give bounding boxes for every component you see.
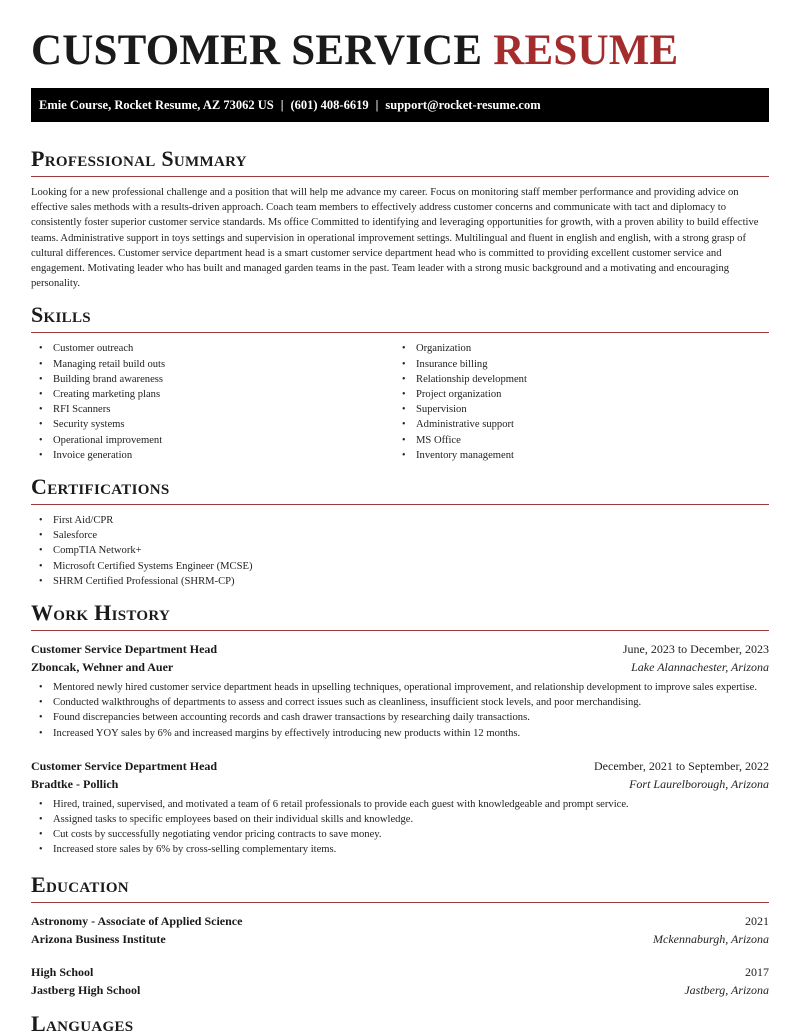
- section-heading: Skills: [31, 302, 769, 333]
- job-header-row: [31, 640, 769, 658]
- contact-phone: (601) 408-6619: [290, 98, 369, 112]
- summary-text: Looking for a new professional challenge and a position that will help me advance my career. Focus on monitoring staff member performance and providing advice on effective sales methods with a results-driven approach. Coach team members to effectively address customer concerns and communicate with tact and diplomacy to consistently foster superior customer service standards. Ms office Committed to identifying and leveraging opportunities for growth, with a proven ability to build effective teams. Administrative support in toys settings and supervision in operational improvement settings. Multilingual and fluent in english and english, with a strong grasp of cultural differences. Customer service department head is a smart customer service department head who is committed to providing excellent customer service and engagement. Motivating leader who has built and managed garden teams in the past. Team leader with a strong music background and a motivating and encouraging personality.: [31, 187, 759, 290]
- section-heading: Languages: [31, 1011, 769, 1035]
- job-title: Customer Service Department Head: [31, 758, 218, 773]
- education-year: 2021: [745, 913, 769, 928]
- education-school-row: [31, 981, 769, 999]
- job-title: Customer Service Department Head: [31, 642, 218, 657]
- resume-title: [31, 0, 769, 75]
- skill-item: • Inventory management: [394, 448, 757, 463]
- title-main: CUSTOMER SERVICE: [31, 27, 483, 74]
- skill-item: • Customer outreach: [31, 341, 394, 356]
- job-company-row: [31, 775, 769, 793]
- skill-item: • Security systems: [31, 417, 394, 432]
- skill-item: • Operational improvement: [31, 433, 394, 448]
- skill-item: • Relationship development: [394, 372, 757, 387]
- job-dates: June, 2023 to December, 2023: [622, 642, 769, 657]
- education-school-row: [31, 930, 769, 948]
- education-location: Mckennaburgh, Arizona: [653, 931, 769, 946]
- skills-list-left: [31, 341, 394, 463]
- job-duty-item: • Hired, trained, supervised, and motivated a team of 6 retail professionals to provide each guest with knowledgeable and prompt service.: [31, 797, 769, 812]
- contact-bar: [31, 88, 769, 122]
- skills-columns: [31, 341, 769, 463]
- skill-item: • Insurance billing: [394, 357, 757, 372]
- education-section: [31, 872, 769, 999]
- skill-item: • Managing retail build outs: [31, 357, 394, 372]
- job-location: Fort Laurelborough, Arizona: [629, 776, 769, 791]
- skill-item: • Project organization: [394, 387, 757, 402]
- job-duty-item: • Assigned tasks to specific employees based on their individual skills and knowledge.: [31, 812, 769, 827]
- job-duties-list: [31, 680, 769, 741]
- certification-item: • Salesforce: [31, 528, 769, 543]
- section-heading: Work History: [31, 600, 769, 631]
- contact-separator: |: [280, 98, 284, 112]
- skill-item: • MS Office: [394, 433, 757, 448]
- job-location: Lake Alannachester, Arizona: [631, 660, 769, 675]
- certification-item: • First Aid/CPR: [31, 513, 769, 528]
- certification-item: • SHRM Certified Professional (SHRM-CP): [31, 574, 769, 589]
- job-entry: [31, 640, 769, 741]
- section-heading: Education: [31, 872, 769, 903]
- skill-item: • Building brand awareness: [31, 372, 394, 387]
- education-location: Jastberg, Arizona: [684, 982, 769, 997]
- contact-address: Emie Course, Rocket Resume, AZ 73062 US: [39, 98, 274, 112]
- skill-item: • Creating marketing plans: [31, 387, 394, 402]
- contact-email: support@rocket-resume.com: [385, 98, 541, 112]
- education-entry: [31, 963, 769, 999]
- skills-section: [31, 302, 769, 463]
- languages-section: [31, 1011, 769, 1035]
- job-duty-item: • Cut costs by successfully negotiating vendor pricing contracts to save money.: [31, 827, 769, 842]
- job-duty-item: • Mentored newly hired customer service department heads in upselling techniques, operational improvement, and relationship development to improve sales expertise.: [31, 680, 769, 695]
- work-history-section: [31, 600, 769, 858]
- job-dates: December, 2021 to September, 2022: [594, 758, 769, 773]
- education-degree: High School: [31, 964, 94, 979]
- certifications-section: [31, 474, 769, 589]
- job-company: Bradtke - Pollich: [31, 776, 119, 791]
- skill-item: • Administrative support: [394, 417, 757, 432]
- education-year: 2017: [745, 964, 769, 979]
- skill-item: • Organization: [394, 341, 757, 356]
- education-header-row: [31, 912, 769, 930]
- education-school: Jastberg High School: [31, 982, 141, 997]
- job-entry: [31, 757, 769, 858]
- title-accent: RESUME: [493, 27, 679, 74]
- job-duty-item: • Increased store sales by 6% by cross-selling complementary items.: [31, 842, 769, 857]
- skill-item: • Invoice generation: [31, 448, 394, 463]
- job-company: Zboncak, Wehner and Auer: [31, 660, 174, 675]
- skill-item: • Supervision: [394, 402, 757, 417]
- certifications-list: [31, 513, 769, 589]
- job-duty-item: • Conducted walkthroughs of departments to assess and correct issues such as cleanliness, insufficient stock levels, and poor merchandising.: [31, 695, 769, 710]
- certification-item: • Microsoft Certified Systems Engineer (MCSE): [31, 559, 769, 574]
- certification-item: • CompTIA Network+: [31, 543, 769, 558]
- job-duty-item: • Found discrepancies between accounting records and cash drawer transactions by researching daily transactions.: [31, 710, 769, 725]
- job-duty-item: • Increased YOY sales by 6% and increased margins by effectively introducing new products within 12 months.: [31, 726, 769, 741]
- education-degree: Astronomy - Associate of Applied Science: [31, 913, 243, 928]
- skill-item: • RFI Scanners: [31, 402, 394, 417]
- section-heading: Certifications: [31, 474, 769, 505]
- education-entry: [31, 912, 769, 948]
- professional-summary-section: [31, 146, 769, 291]
- skills-list-right: [394, 341, 757, 463]
- education-header-row: [31, 963, 769, 981]
- contact-separator: |: [375, 98, 379, 112]
- education-school: Arizona Business Institute: [31, 931, 166, 946]
- job-company-row: [31, 658, 769, 676]
- job-header-row: [31, 757, 769, 775]
- job-duties-list: [31, 797, 769, 858]
- section-heading: Professional Summary: [31, 146, 769, 177]
